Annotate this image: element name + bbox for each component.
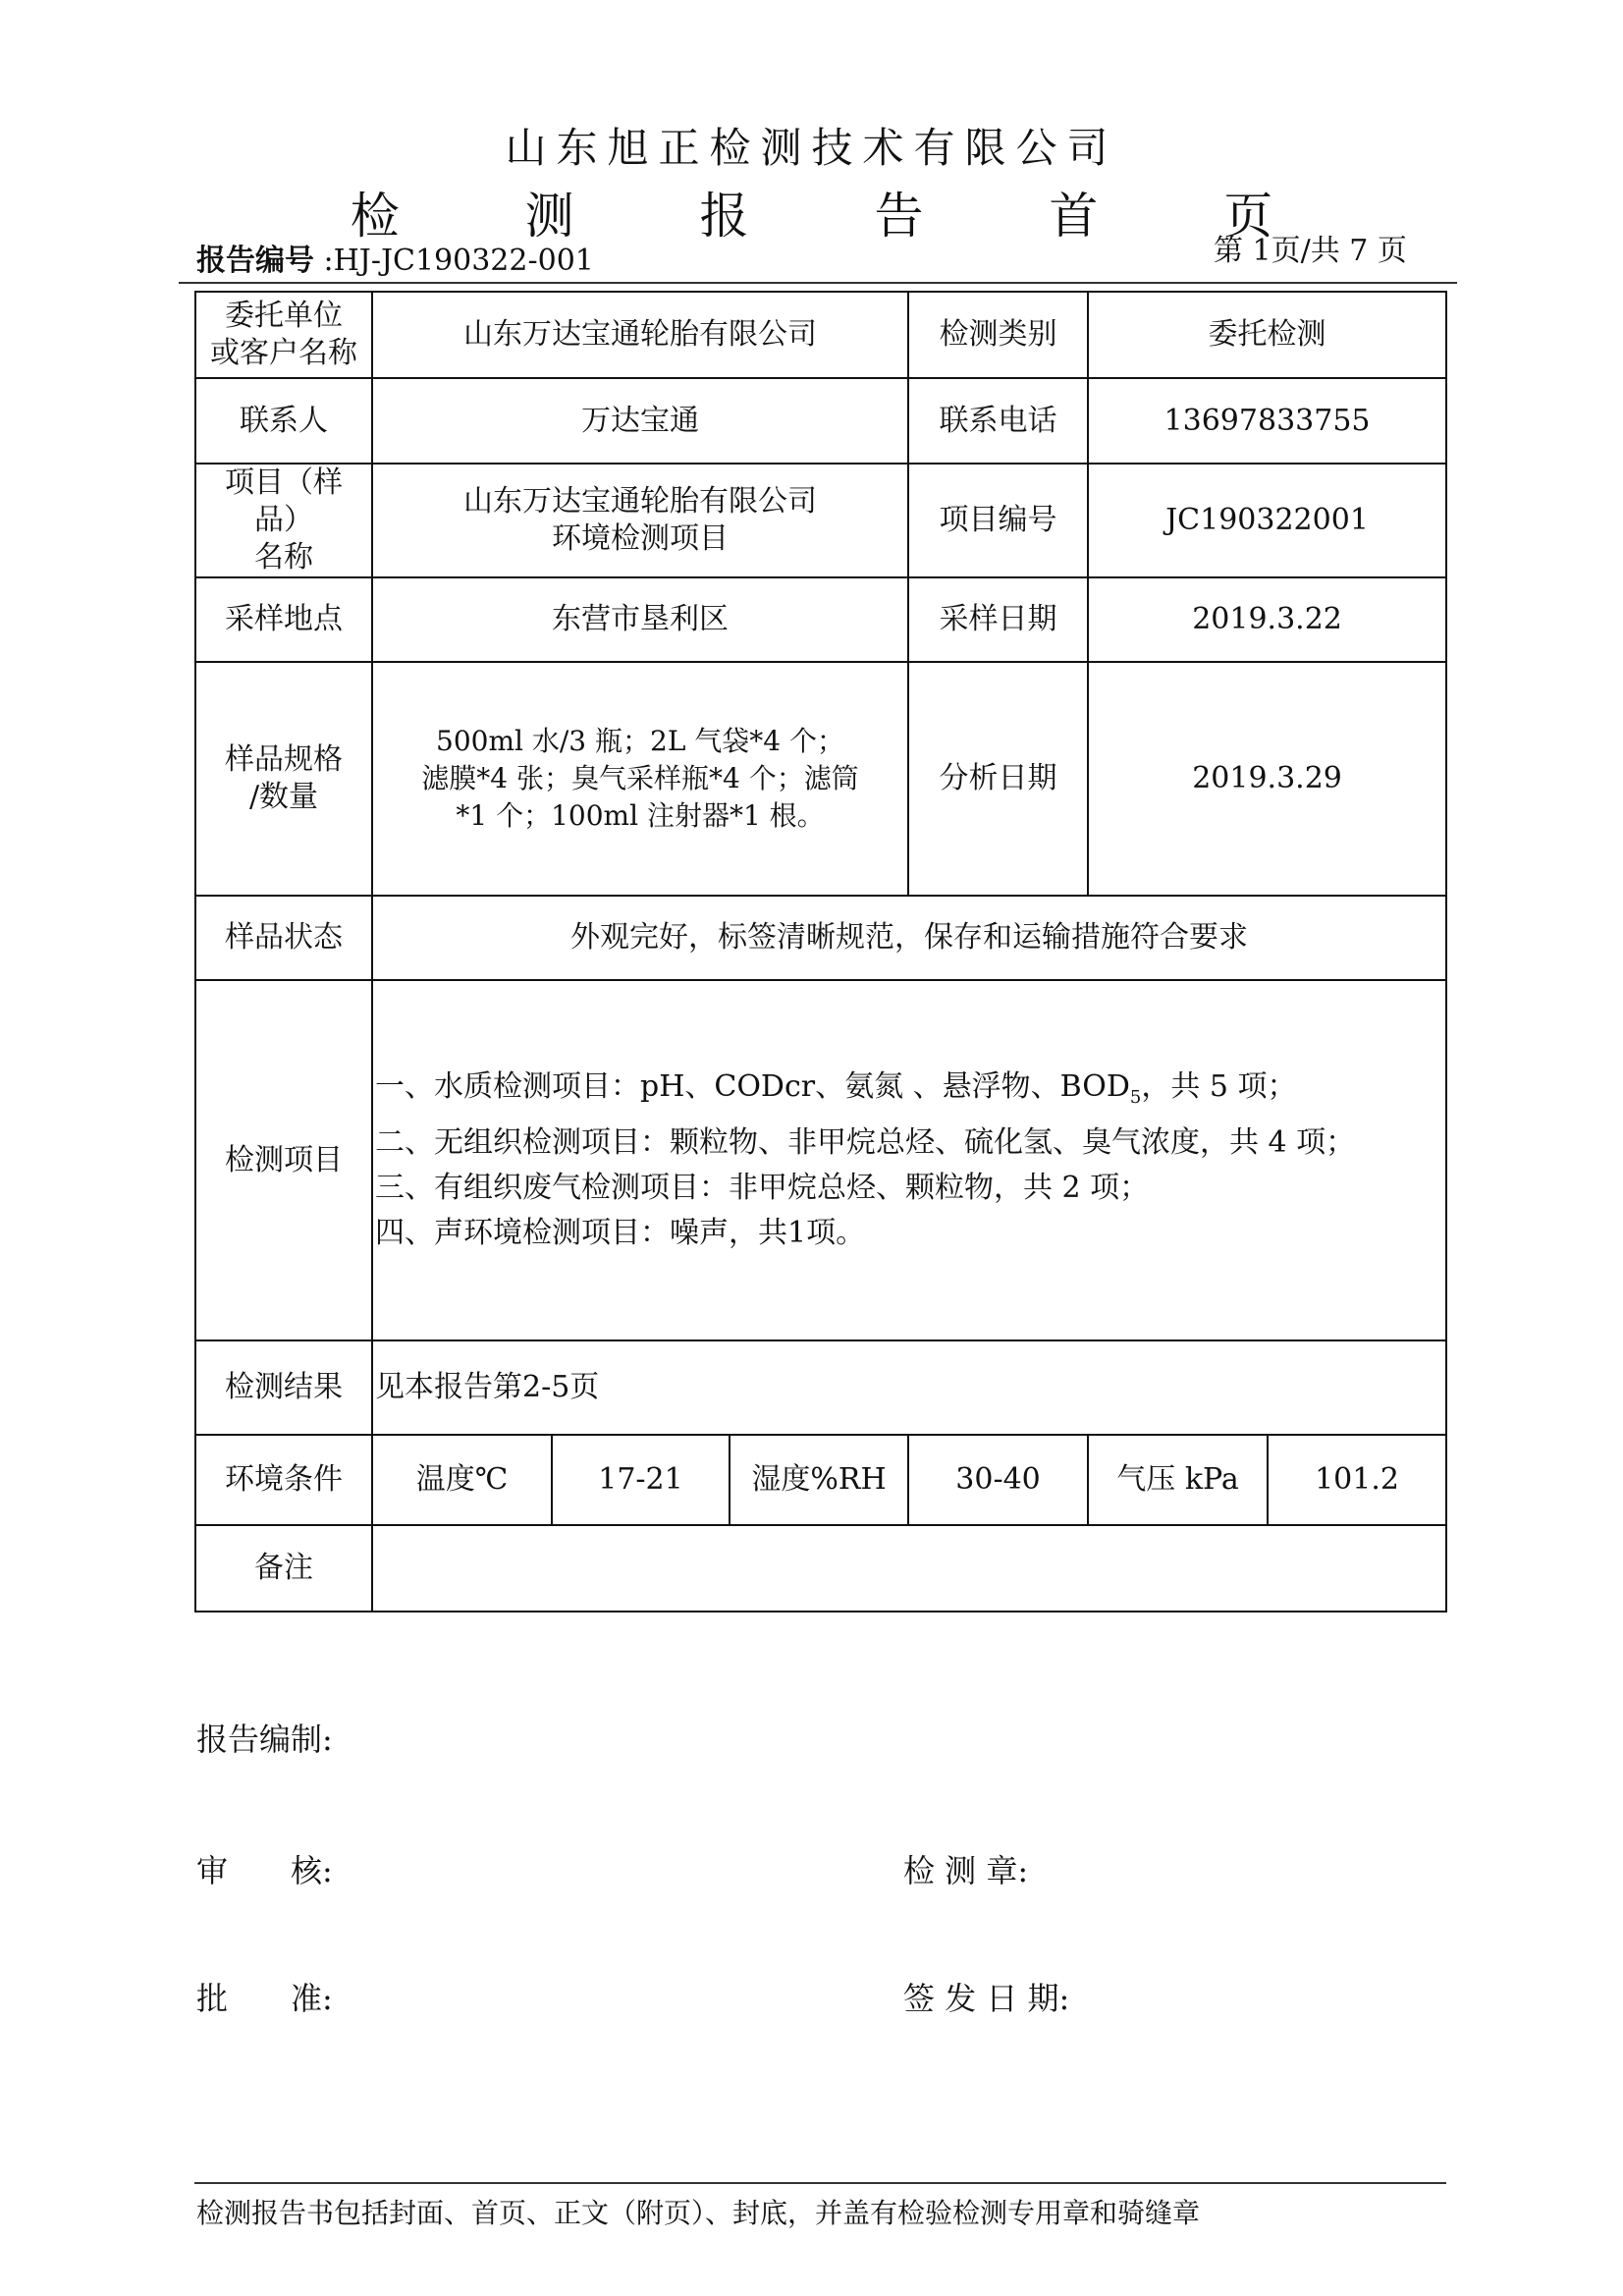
- compiled-by-label: 报告编制:: [196, 1721, 333, 1758]
- table-row: [195, 292, 1446, 378]
- contact-value: 万达宝通: [372, 378, 908, 464]
- table-row: [195, 378, 1446, 464]
- result-label: 检测结果: [195, 1340, 372, 1435]
- spec-value: 500ml 水/3 瓶；2L 气袋*4 个； 滤膜*4 张；臭气采样瓶*4 个；滤筒 *1 个；100ml 注射器*1 根。: [372, 662, 908, 896]
- spec-label: 样品规格 /数量: [195, 662, 372, 896]
- footer-divider: [194, 2182, 1446, 2184]
- table-row: [195, 662, 1446, 896]
- issue-date-label: 签 发 日 期:: [903, 1980, 1070, 2017]
- temp-label: 温度℃: [372, 1435, 552, 1525]
- company-name: 山东旭正检测技术有限公司: [505, 124, 1118, 172]
- project-no-label: 项目编号: [908, 464, 1088, 577]
- header-divider: [179, 282, 1457, 284]
- env-label: 环境条件: [195, 1435, 372, 1525]
- client-label: 委托单位 或客户名称: [195, 292, 372, 378]
- reviewer-label: 审 核:: [196, 1852, 333, 1889]
- humidity-label: 湿度%RH: [730, 1435, 908, 1525]
- phone-value: 13697833755: [1088, 378, 1446, 464]
- footer-note: 检测报告书包括封面、首页、正文（附页）、封底，并盖有检验检测专用章和骑缝章: [196, 2197, 1201, 2229]
- table-row: [195, 1525, 1446, 1612]
- sample-date-value: 2019.3.22: [1088, 577, 1446, 662]
- pressure-value: 101.2: [1268, 1435, 1446, 1525]
- report-number-value: :HJ-JC190322-001: [314, 244, 594, 278]
- project-value: 山东万达宝通轮胎有限公司 环境检测项目: [372, 464, 908, 577]
- stamp-label: 检 测 章:: [903, 1852, 1029, 1889]
- page-info: 第 1页/共 7 页: [1214, 234, 1407, 268]
- items-line-3: 三、有组织废气检测项目：非甲烷总烃、颗粒物，共 2 项；: [375, 1171, 1150, 1205]
- table-row: [195, 980, 1446, 1340]
- remark-label: 备注: [195, 1525, 372, 1612]
- report-table: [194, 291, 1447, 1613]
- type-label: 检测类别: [908, 292, 1088, 378]
- remark-value: [372, 1525, 1446, 1612]
- items-line-1: 一、水质检测项目：pH、CODcr、氨氮 、悬浮物、$BOD_5$，共 5 项；: [375, 1069, 1297, 1108]
- items-value: [372, 980, 1446, 1340]
- items-label: 检测项目: [195, 980, 372, 1340]
- type-value: 委托检测: [1088, 292, 1446, 378]
- analysis-date-value: 2019.3.29: [1088, 662, 1446, 896]
- report-number-label: 报告编号: [196, 244, 314, 278]
- sample-date-label: 采样日期: [908, 577, 1088, 662]
- document-title: 检 测 报 告 首 页: [350, 188, 1328, 245]
- table-row: [195, 896, 1446, 980]
- humidity-value: 30-40: [908, 1435, 1088, 1525]
- pressure-label: 气压 kPa: [1088, 1435, 1268, 1525]
- temp-value: 17-21: [552, 1435, 730, 1525]
- site-value: 东营市垦利区: [372, 577, 908, 662]
- project-no-value: JC190322001: [1088, 464, 1446, 577]
- state-label: 样品状态: [195, 896, 372, 980]
- site-label: 采样地点: [195, 577, 372, 662]
- table-row: [195, 1435, 1446, 1525]
- table-row: [195, 1340, 1446, 1435]
- items-line-4: 四、声环境检测项目：噪声，共1项。: [375, 1216, 866, 1250]
- client-value: 山东万达宝通轮胎有限公司: [372, 292, 908, 378]
- approver-label: 批 准:: [196, 1980, 333, 2017]
- contact-label: 联系人: [195, 378, 372, 464]
- table-row: [195, 577, 1446, 662]
- table-row: [195, 464, 1446, 577]
- phone-label: 联系电话: [908, 378, 1088, 464]
- state-value: 外观完好，标签清晰规范，保存和运输措施符合要求: [372, 896, 1446, 980]
- project-label: 项目（样品） 名称: [195, 464, 372, 577]
- items-line-2: 二、无组织检测项目：颗粒物、非甲烷总烃、硫化氢、臭气浓度，共 4 项；: [375, 1125, 1356, 1160]
- result-value: 见本报告第2-5页: [372, 1340, 1446, 1435]
- report-number: [196, 236, 594, 279]
- analysis-date-label: 分析日期: [908, 662, 1088, 896]
